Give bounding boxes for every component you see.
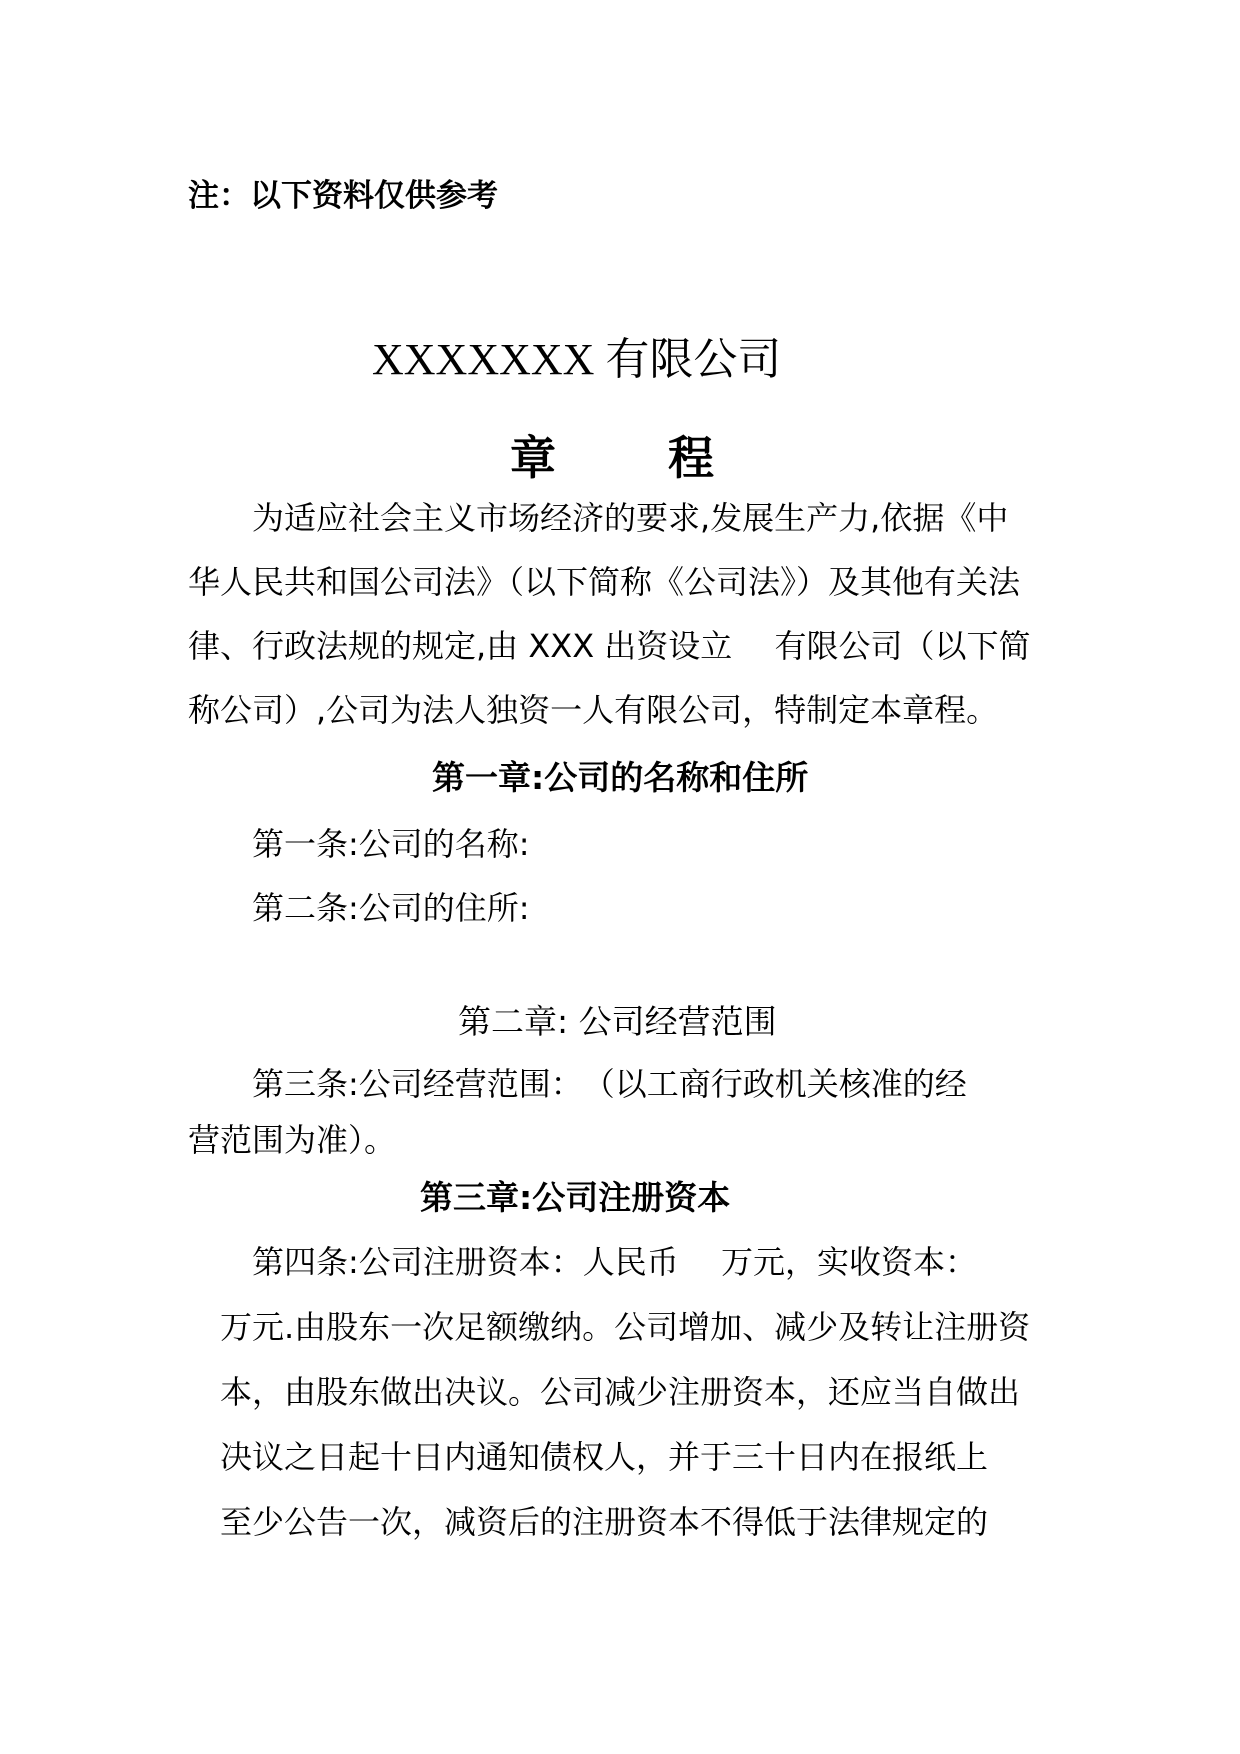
- article-4-line: 第四条:公司注册资本：人民币 万元，实收资本：: [252, 1243, 977, 1281]
- chapter-3-heading: 第三章:公司注册资本: [420, 1178, 731, 1217]
- preamble-line: 华人民共和国公司法》（以下简称《公司法》）及其他有关法: [188, 563, 1021, 601]
- article-3-line: 第三条:公司经营范围： （以工商行政机关核准的经: [252, 1065, 967, 1103]
- document-title: [510, 430, 714, 486]
- preamble-line: 称公司）,公司为法人独资一人有限公司，特制定本章程。: [188, 691, 999, 729]
- document-title-right: 程: [668, 431, 714, 485]
- article-3-line: 营范围为准）。: [188, 1121, 397, 1159]
- reference-note: 注：以下资料仅供参考: [188, 178, 498, 214]
- article-4-line: 万元.由股东一次足额缴纳。公司增加、减少及转让注册资: [220, 1308, 1031, 1346]
- article-2: 第二条:公司的住所:: [252, 889, 530, 927]
- article-1: 第一条:公司的名称:: [252, 825, 530, 863]
- article-4-line: 本，由股东做出决议。公司减少注册资本，还应当自做出: [220, 1373, 1021, 1411]
- chapter-1-heading: 第一章:公司的名称和住所: [432, 758, 809, 797]
- company-title: XXXXXXX 有限公司: [372, 335, 782, 384]
- preamble-line: 为适应社会主义市场经济的要求,发展生产力,依据《中: [252, 499, 1009, 537]
- article-4-line: 至少公告一次，减资后的注册资本不得低于法律规定的: [220, 1503, 989, 1541]
- article-4-line: 决议之日起十日内通知债权人，并于三十日内在报纸上: [220, 1438, 989, 1476]
- chapter-2-heading: 第二章: 公司经营范围: [458, 1002, 777, 1041]
- document-title-left: 章: [510, 431, 556, 485]
- preamble-line: 律、行政法规的规定,由 XXX 出资设立 有限公司（以下简: [188, 627, 1031, 665]
